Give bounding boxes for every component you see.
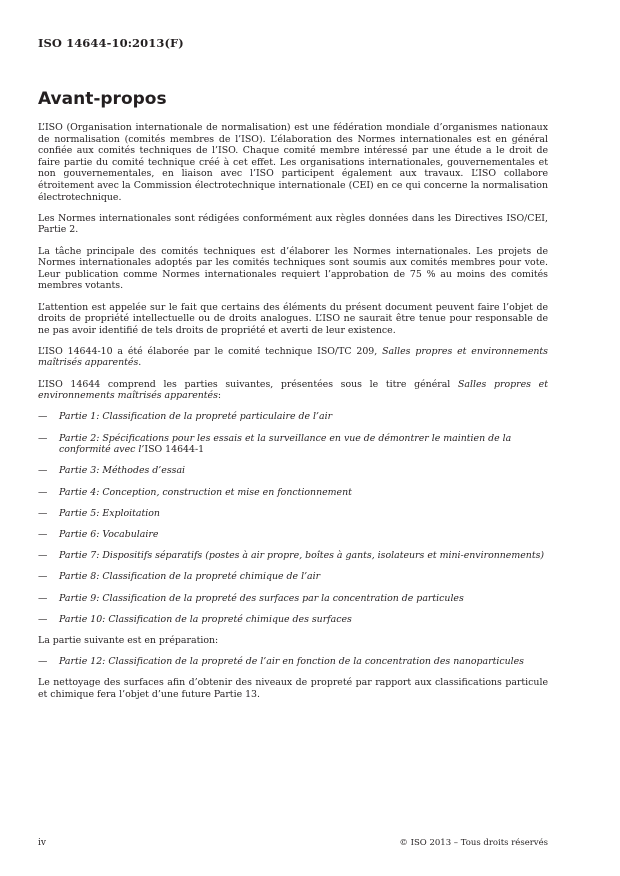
- list-item: — Partie 5: Exploitation: [38, 507, 160, 519]
- list-item: — Partie 12: Classification de la propreté de l’air en fonction de la concentration des nanoparticules: [38, 656, 524, 668]
- paragraph-main-task: La tâche principale des comités techniques est d’élaborer les Normes internationales. Les projets de Normes internationales adoptés par les comités techniques sont soumis aux comités membres pour vote. Leur publication comme Normes internationales requiert l’approbation de 75 % au moins des comités membres votants.: [38, 245, 548, 292]
- paragraph-committee: L’ISO 14644-10 a été élaborée par le comité technique ISO/TC 209, Salles propres et environnements maîtrisés apparentés.: [38, 345, 548, 369]
- list-item: — Partie 6: Vocabulaire: [38, 528, 159, 540]
- document-id: ISO 14644-10:2013(F): [38, 36, 184, 50]
- list-item: — Partie 8: Classification de la propreté chimique de l’air: [38, 571, 321, 583]
- paragraph-in-preparation: La partie suivante est en préparation:: [38, 634, 219, 646]
- list-item: — Partie 4: Conception, construction et mise en fonctionnement: [38, 486, 352, 498]
- foreword-body: [38, 122, 548, 710]
- list-item: — Partie 10: Classification de la propreté chimique des surfaces: [38, 613, 352, 625]
- page-title: Avant-propos: [38, 89, 167, 109]
- list-item: — Partie 2: Spécifications pour les essais et la surveillance en vue de démontrer le maintien de la conformité avec l’ISO 14644-1: [38, 432, 512, 456]
- paragraph-iso-intro: L’ISO (Organisation internationale de normalisation) est une fédération mondiale d’organismes nationaux de normalisation (comités membres de l’ISO). L’élaboration des Normes internationales est en général confiée aux comités techniques de l’ISO. Chaque comité membre intéressé par une étude a le droit de faire partie du comité technique créé à cet effet. Les organisations internationales, gouvernementales et non gouvernementales, en liaison avec l’ISO participent également aux travaux. L’ISO collabore étroitement avec la Commission électrotechnique internationale (CEI) en ce qui concerne la normalisation électrotechnique.: [38, 122, 548, 203]
- paragraph-parts-intro: L’ISO 14644 comprend les parties suivantes, présentées sous le titre général Salles propres et environnements maîtrisés apparentés:: [38, 378, 548, 402]
- paragraph-closing: Le nettoyage des surfaces afin d’obtenir des niveaux de propreté par rapport aux classifications particule et chimique fera l’objet d’une future Partie 13.: [38, 677, 548, 700]
- paragraph-directives: Les Normes internationales sont rédigées conformément aux règles données dans les Directives ISO/CEI, Partie 2.: [38, 212, 548, 236]
- list-item: — Partie 3: Méthodes d’essai: [38, 465, 186, 477]
- page-number: iv: [38, 838, 46, 848]
- list-item: — Partie 1: Classification de la propreté particulaire de l’air: [38, 411, 333, 423]
- copyright-notice: © ISO 2013 – Tous droits réservés: [399, 838, 548, 848]
- list-item: — Partie 7: Dispositifs séparatifs (postes à air propre, boîtes à gants, isolateurs et mini-environnements): [38, 550, 545, 562]
- paragraph-patent-notice: L’attention est appelée sur le fait que certains des éléments du présent document peuvent faire l’objet de droits de propriété intellectuelle ou de droits analogues. L’ISO ne saurait être tenue pour responsable de ne pas avoir identifié de tels droits de propriété et averti de leur existence.: [38, 301, 548, 336]
- list-item: — Partie 9: Classification de la propreté des surfaces par la concentration de particules: [38, 592, 464, 604]
